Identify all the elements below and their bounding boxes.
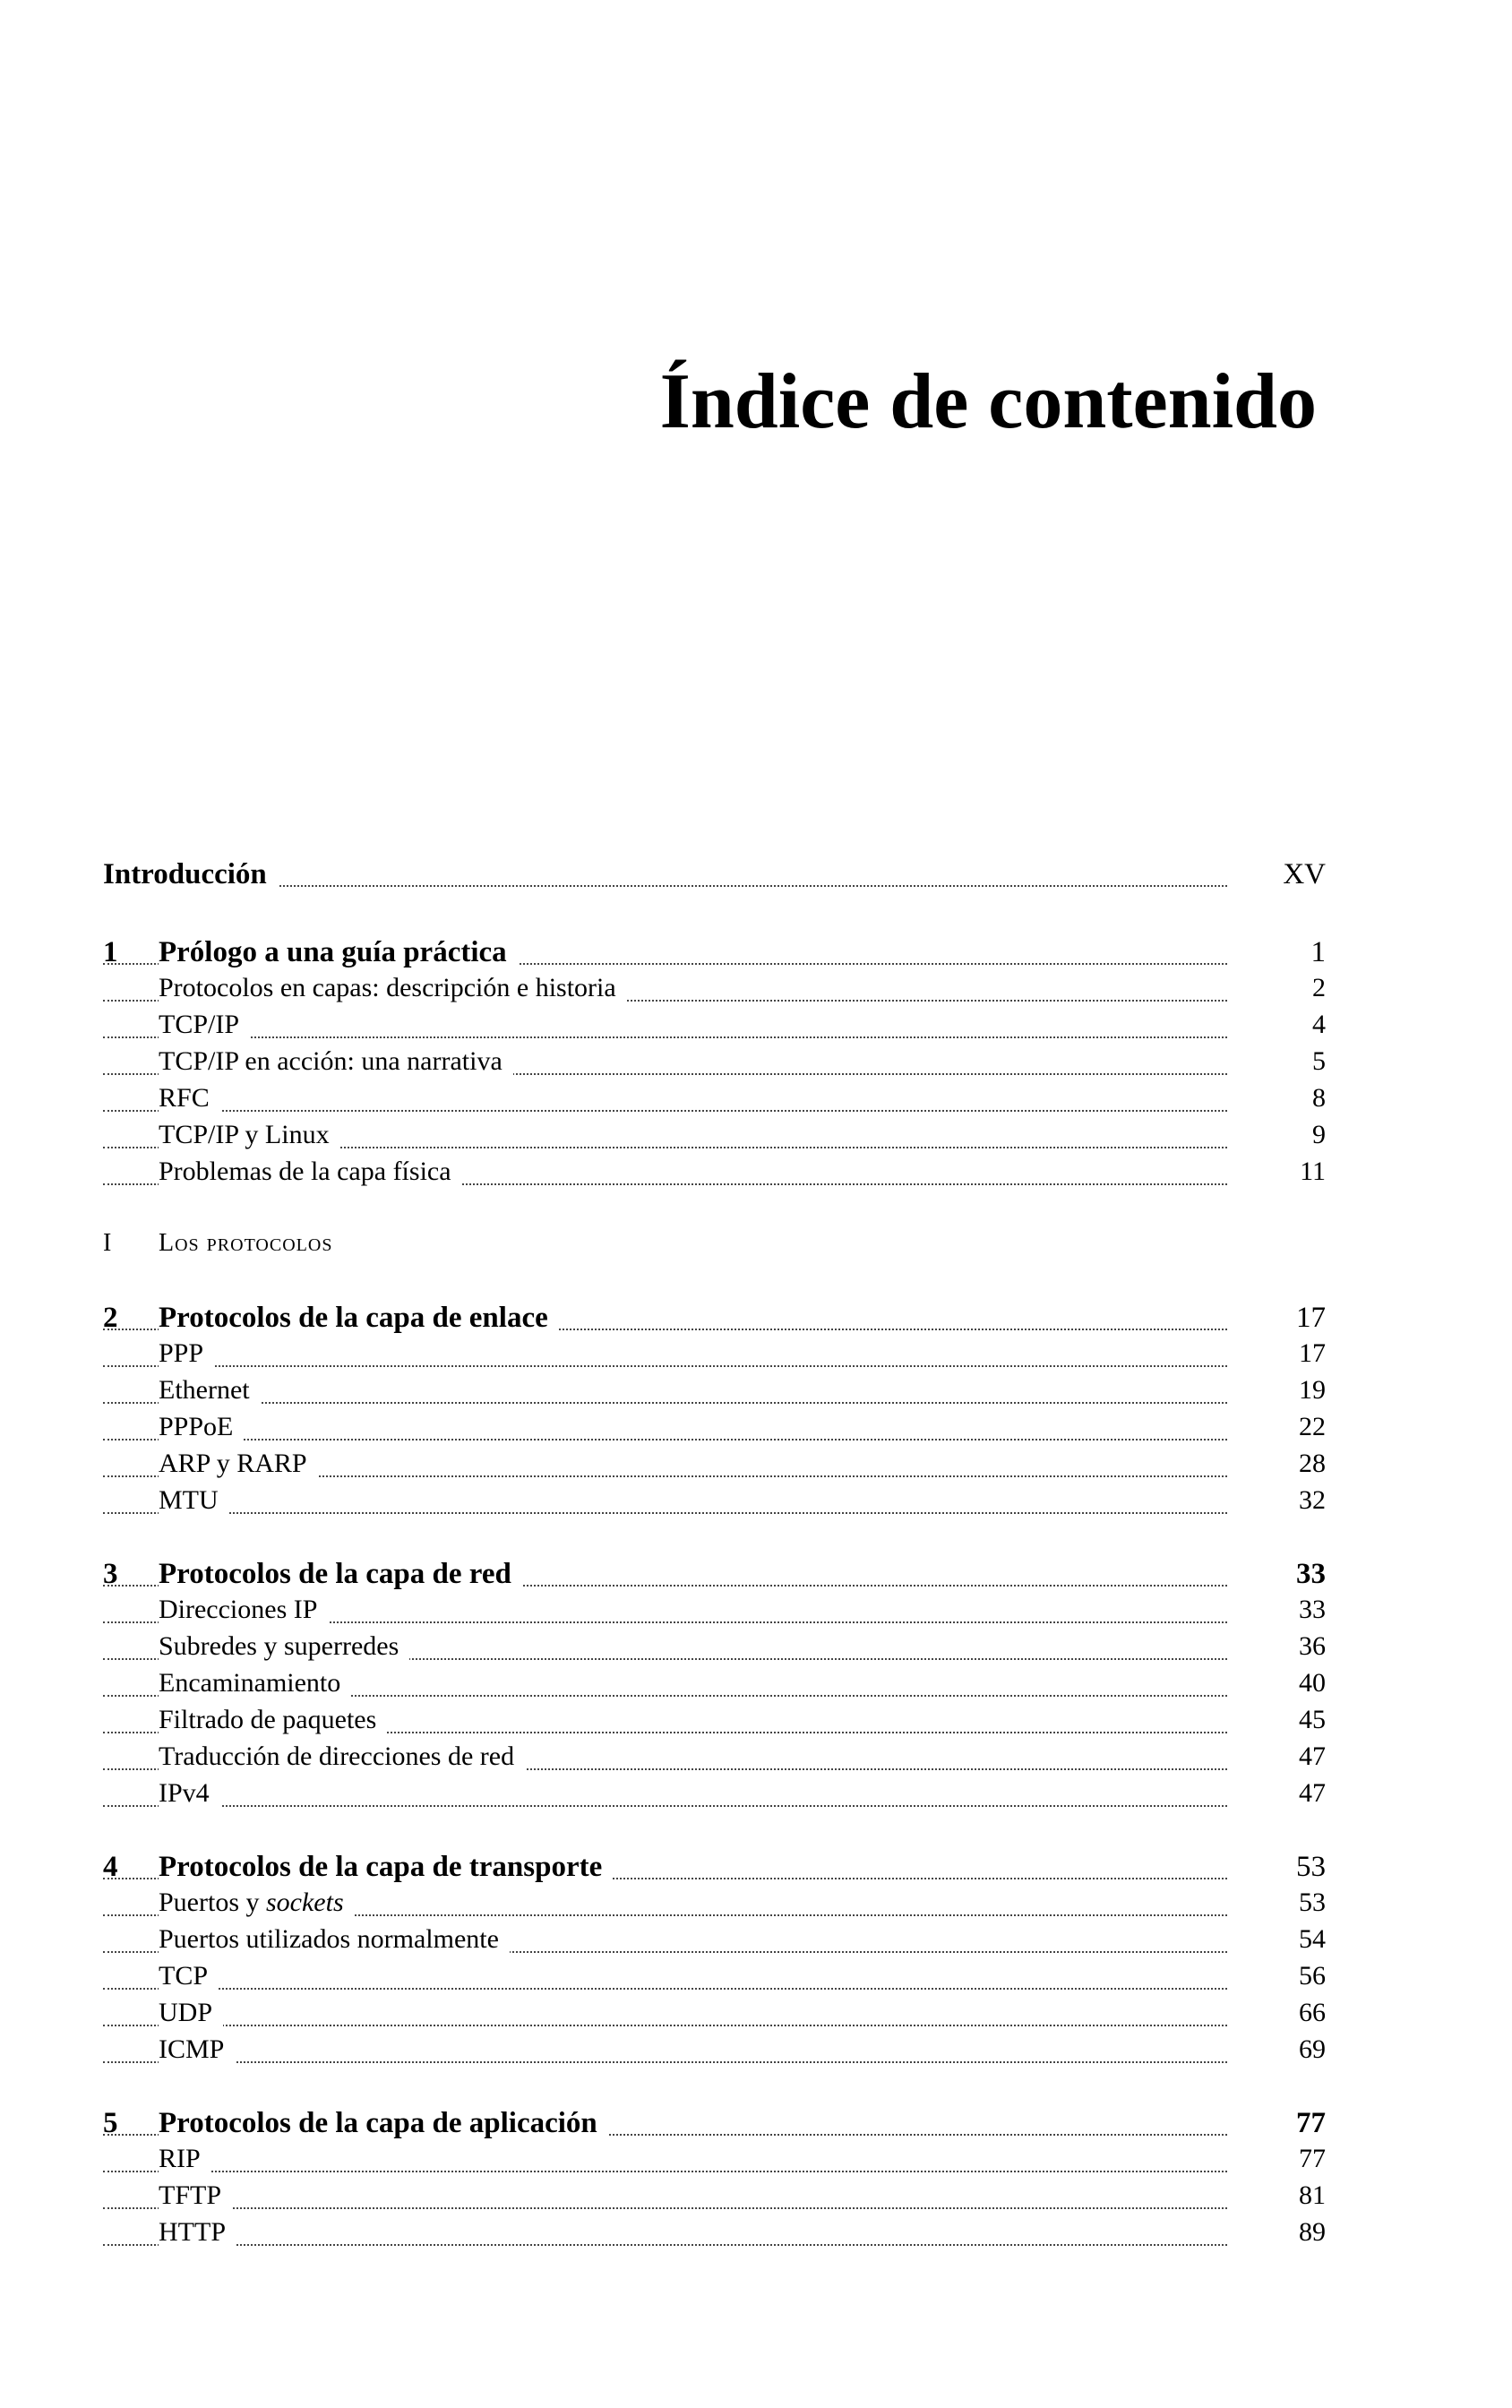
- toc-section[interactable]: [103, 1595, 1326, 1631]
- leader-dots: [103, 2171, 1227, 2172]
- leader-dots: [103, 1110, 1227, 1112]
- section-title: Filtrado de paquetes: [159, 1705, 387, 1735]
- section-page: 2: [1236, 973, 1326, 1003]
- section-page: 9: [1236, 1120, 1326, 1150]
- section-page: 69: [1236, 2034, 1326, 2065]
- toc-section[interactable]: [103, 2217, 1326, 2254]
- toc-section[interactable]: [103, 1046, 1326, 1083]
- leader-dots: [103, 1036, 1227, 1038]
- leader-dots: [103, 1365, 1227, 1367]
- toc-section[interactable]: [103, 1157, 1326, 1193]
- section-title: MTU: [159, 1485, 229, 1516]
- section-page: 40: [1236, 1668, 1326, 1698]
- toc-chapter-5[interactable]: [103, 2107, 1326, 2144]
- section-page: 56: [1236, 1961, 1326, 1991]
- chapter-title: Protocolos de la capa de aplicación: [159, 2107, 608, 2140]
- chapter-title: Protocolos de la capa de enlace: [159, 1302, 559, 1335]
- part-number: I: [103, 1229, 112, 1257]
- toc-section[interactable]: [103, 1742, 1326, 1778]
- toc-section[interactable]: [103, 1449, 1326, 1485]
- toc-section[interactable]: [103, 1375, 1326, 1412]
- section-page: 11: [1236, 1157, 1326, 1187]
- toc-section[interactable]: [103, 2144, 1326, 2180]
- section-title: TCP/IP en acción: una narrativa: [159, 1046, 513, 1077]
- section-title: Traducción de direcciones de red: [159, 1742, 525, 1772]
- chapter-number: 1: [103, 936, 118, 968]
- toc-section[interactable]: [103, 1888, 1326, 1924]
- section-title: Protocolos en capas: descripción e historia: [159, 973, 627, 1003]
- section-page: 4: [1236, 1010, 1326, 1040]
- section-page: 5: [1236, 1046, 1326, 1077]
- section-title: HTTP: [159, 2217, 236, 2248]
- section-page: 33: [1236, 1595, 1326, 1625]
- section-page: 47: [1236, 1742, 1326, 1772]
- section-title: TCP/IP y Linux: [159, 1120, 340, 1150]
- toc-section[interactable]: [103, 1010, 1326, 1046]
- section-title: TCP: [159, 1961, 219, 1991]
- section-title: Problemas de la capa física: [159, 1157, 462, 1187]
- chapter-page: 1: [1236, 936, 1326, 969]
- section-title: Ethernet: [159, 1375, 261, 1406]
- section-page: 66: [1236, 1998, 1326, 2028]
- section-title: Direcciones IP: [159, 1595, 328, 1625]
- section-title: Puertos utilizados normalmente: [159, 1924, 510, 1955]
- section-title: PPP: [159, 1338, 214, 1369]
- section-title: ARP y RARP: [159, 1449, 318, 1479]
- leader-dots: [103, 2061, 1227, 2063]
- section-page: 89: [1236, 2217, 1326, 2248]
- toc-section[interactable]: [103, 1631, 1326, 1668]
- section-page: 81: [1236, 2180, 1326, 2211]
- section-title: Puertos y sockets: [159, 1888, 355, 1918]
- leader-dots: [103, 1805, 1227, 1807]
- section-page: 53: [1236, 1888, 1326, 1918]
- toc-part-1[interactable]: [103, 1229, 1326, 1266]
- section-title: ICMP: [159, 2034, 235, 2065]
- section-page: 36: [1236, 1631, 1326, 1662]
- section-title: UDP: [159, 1998, 223, 2028]
- section-title: IPv4: [159, 1778, 220, 1809]
- page-title: Índice de contenido: [659, 358, 1317, 445]
- chapter-number: 4: [103, 1851, 118, 1883]
- part-title: Los protocolos: [159, 1229, 333, 1257]
- leader-dots: [103, 2207, 1227, 2209]
- toc-chapter-2[interactable]: [103, 1302, 1326, 1338]
- leader-dots: [103, 1402, 1227, 1404]
- section-page: 32: [1236, 1485, 1326, 1516]
- chapter-number: 3: [103, 1558, 118, 1590]
- chapter-page: 33: [1236, 1558, 1326, 1591]
- leader-dots: [103, 2244, 1227, 2246]
- toc-section[interactable]: [103, 1961, 1326, 1998]
- leader-dots: [103, 2025, 1227, 2026]
- leader-dots: [103, 1439, 1227, 1440]
- section-page: 8: [1236, 1083, 1326, 1114]
- section-page: 28: [1236, 1449, 1326, 1479]
- toc-section[interactable]: [103, 1778, 1326, 1815]
- chapter-page: 77: [1236, 2107, 1326, 2140]
- chapter-title: Protocolos de la capa de transporte: [159, 1851, 613, 1884]
- chapter-title: Prólogo a una guía práctica: [159, 936, 518, 969]
- section-page: 17: [1236, 1338, 1326, 1369]
- entry-label: Introducción: [103, 858, 278, 891]
- toc-section[interactable]: [103, 1924, 1326, 1961]
- section-title: TFTP: [159, 2180, 232, 2211]
- toc-chapter-3[interactable]: [103, 1558, 1326, 1595]
- section-title: Encaminamiento: [159, 1668, 351, 1698]
- section-title: RIP: [159, 2144, 211, 2174]
- italic-term: sockets: [266, 1888, 344, 1917]
- toc-section[interactable]: [103, 1120, 1326, 1157]
- section-page: 22: [1236, 1412, 1326, 1442]
- leader-dots: [103, 1988, 1227, 1990]
- toc-section[interactable]: [103, 1338, 1326, 1375]
- section-title: RFC: [159, 1083, 220, 1114]
- toc-section[interactable]: [103, 1705, 1326, 1742]
- section-page: 19: [1236, 1375, 1326, 1406]
- chapter-number: 5: [103, 2107, 118, 2139]
- toc-entry-introduccion[interactable]: [103, 858, 1326, 895]
- section-title: TCP/IP: [159, 1010, 250, 1040]
- section-title: Subredes y superredes: [159, 1631, 409, 1662]
- toc-section[interactable]: [103, 1485, 1326, 1522]
- table-of-contents: [103, 858, 1326, 2254]
- chapter-page: 17: [1236, 1302, 1326, 1335]
- toc-section[interactable]: [103, 2034, 1326, 2071]
- chapter-number: 2: [103, 1302, 118, 1334]
- leader-dots: [103, 1512, 1227, 1514]
- chapter-page: 53: [1236, 1851, 1326, 1884]
- section-page: 54: [1236, 1924, 1326, 1955]
- toc-section[interactable]: [103, 1668, 1326, 1705]
- section-page: 47: [1236, 1778, 1326, 1809]
- toc-chapter-1[interactable]: [103, 936, 1326, 973]
- toc-section[interactable]: [103, 973, 1326, 1010]
- toc-section[interactable]: [103, 1083, 1326, 1120]
- section-page: 45: [1236, 1705, 1326, 1735]
- section-title: PPPoE: [159, 1412, 244, 1442]
- section-page: 77: [1236, 2144, 1326, 2174]
- toc-section[interactable]: [103, 2180, 1326, 2217]
- chapter-title: Protocolos de la capa de red: [159, 1558, 522, 1591]
- toc-section[interactable]: [103, 1998, 1326, 2034]
- toc-chapter-4[interactable]: [103, 1851, 1326, 1888]
- entry-page: XV: [1236, 858, 1326, 891]
- toc-section[interactable]: [103, 1412, 1326, 1449]
